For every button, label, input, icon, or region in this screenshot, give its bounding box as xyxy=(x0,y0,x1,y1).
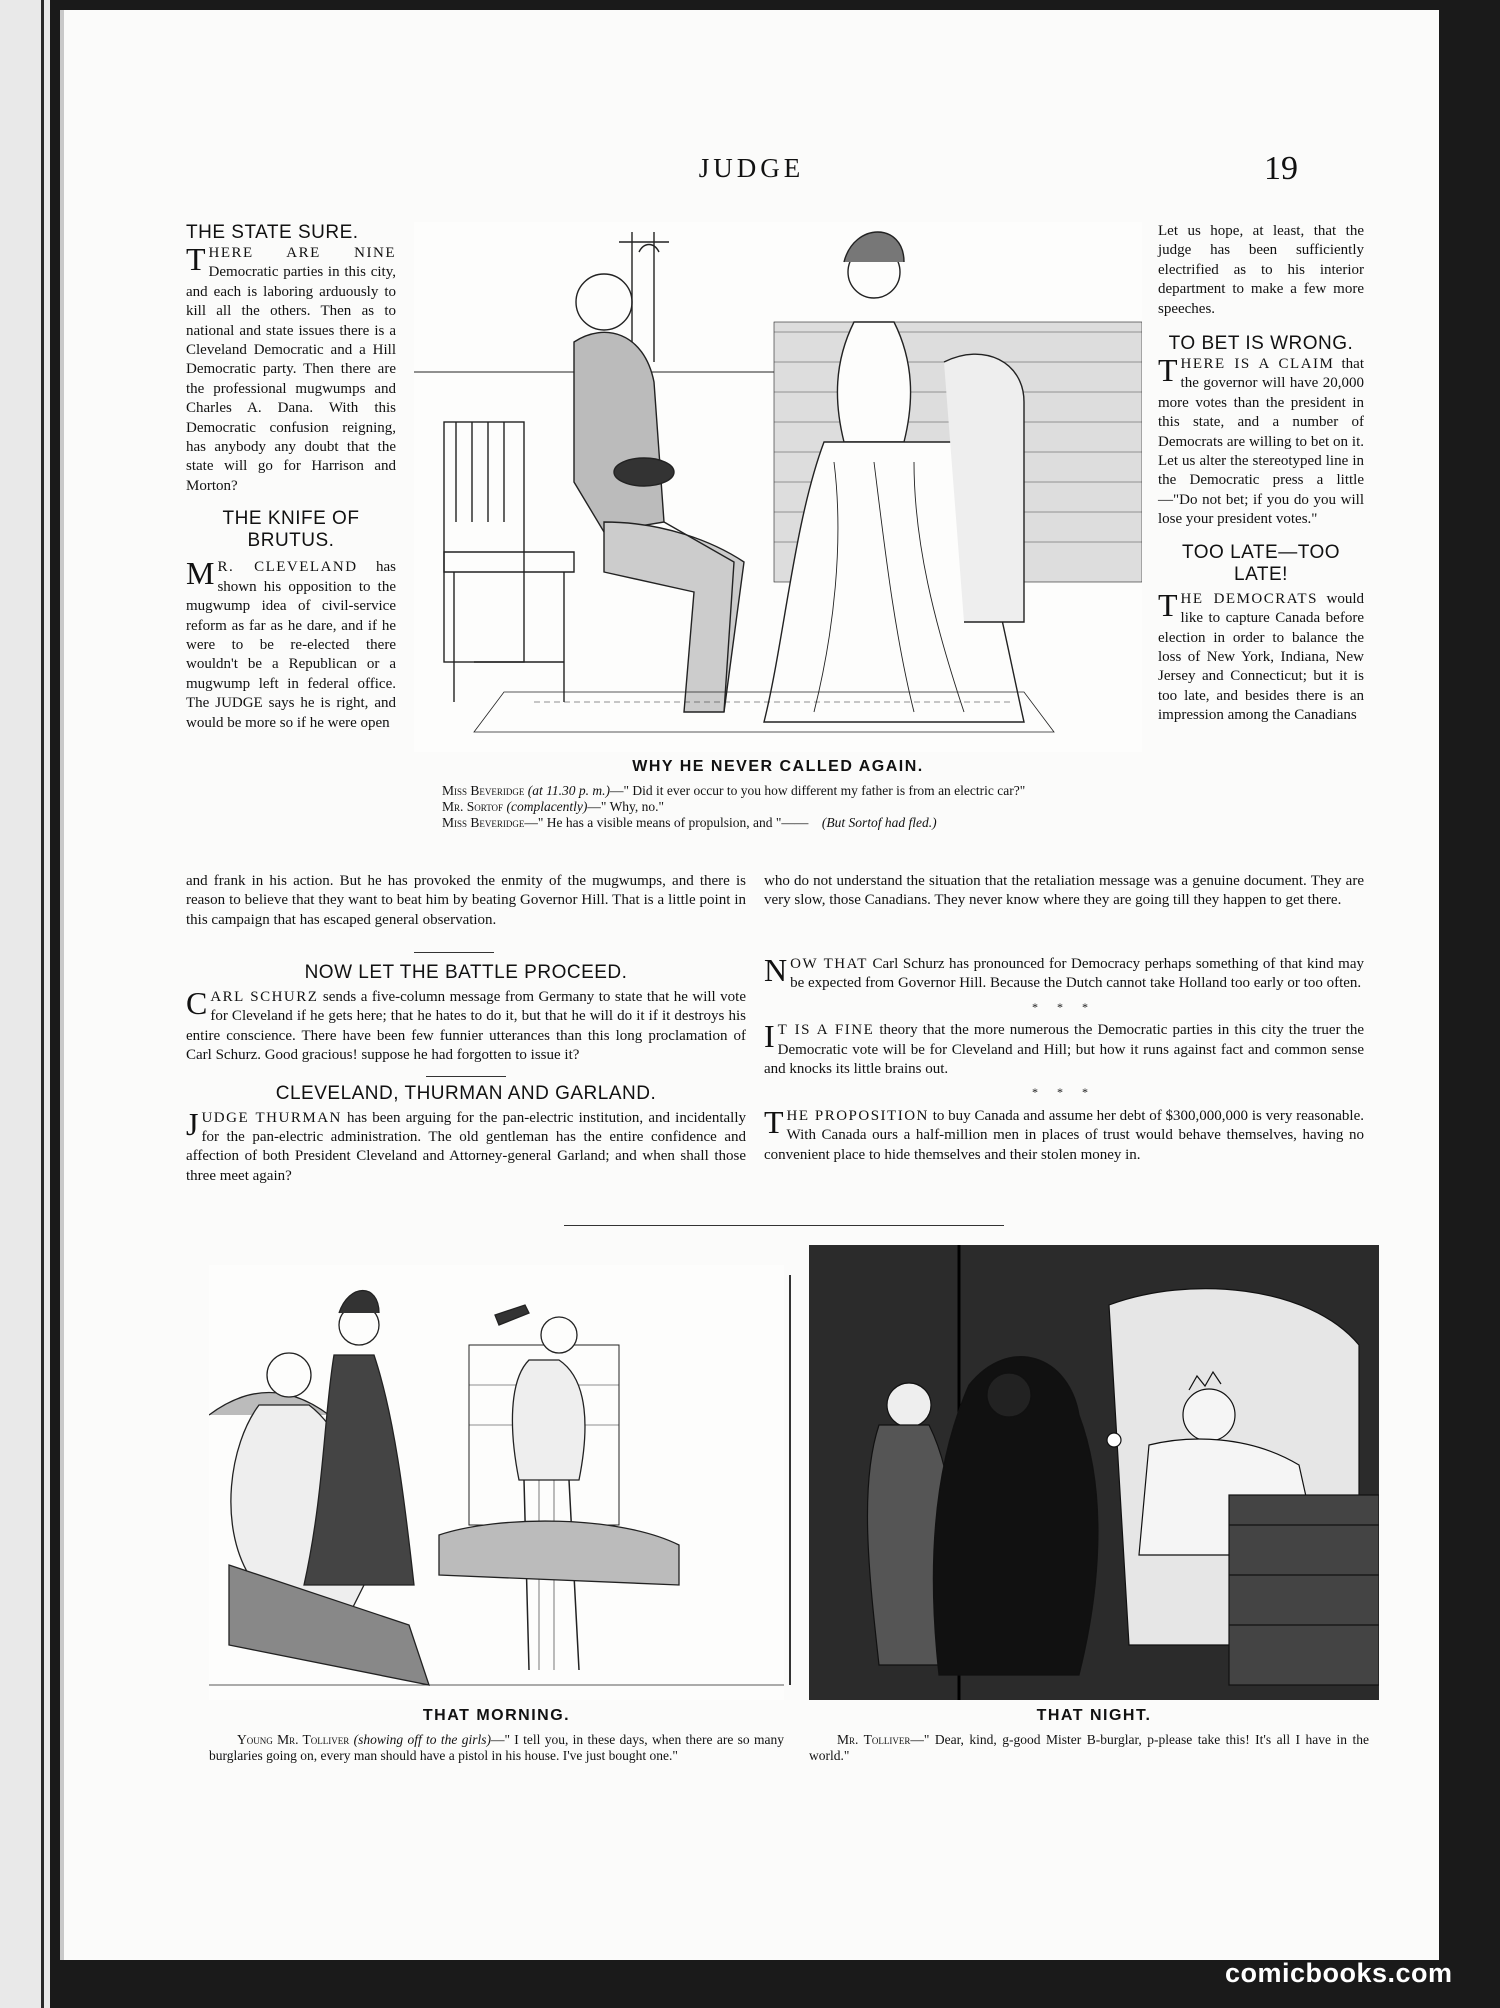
paragraph-too-late xyxy=(1158,586,1364,726)
lead-in: HE PROPOSITION xyxy=(786,1107,929,1124)
drop-cap: I xyxy=(764,1018,775,1055)
night-title: THAT NIGHT. xyxy=(1036,1707,1152,1724)
stage-note: (at 11.30 p. m.) xyxy=(527,783,611,798)
drop-cap: C xyxy=(186,985,208,1021)
paragraph-text: that the governor will have 20,000 more votes than the president in this state, and a number of Democrats are willing to bet on it. Let us alter the stereotyped line in the Democratic press a little—"Do not bet; if you do you will lose your president votes." xyxy=(1158,356,1364,528)
paragraph-text: theory that the more numerous the Democratic parties in this city the truer the Democratic vote will be for Cleveland and Hill; but how it runs against fact and common sense and knocks its little brains out. xyxy=(764,1022,1365,1078)
lower-right-articles xyxy=(764,952,1365,1165)
speaker: Mr. Tolliver xyxy=(837,1732,911,1747)
cartoon-that-night xyxy=(809,1245,1379,1700)
paragraph-buy-canada xyxy=(764,1103,1365,1165)
right-column xyxy=(1158,222,1364,726)
cartoon-that-morning xyxy=(209,1265,784,1700)
drop-cap: M xyxy=(186,555,215,592)
morning-caption xyxy=(209,1732,784,1764)
panel-divider xyxy=(789,1275,791,1685)
drop-cap: T xyxy=(186,241,206,277)
dialogue: —" Dear, kind, g-good Mister B-burglar, p-please take this! It's all I have in the world." xyxy=(809,1732,1369,1763)
paragraph-fine-theory xyxy=(764,1018,1365,1079)
paragraph-thurman xyxy=(186,1105,746,1187)
page-number: 19 xyxy=(1264,150,1298,187)
morning-title: THAT MORNING. xyxy=(422,1707,571,1724)
paragraph-text: Carl Schurz has pronounced for Democracy perhaps something of that kind may be expected from Governor Hill. Because the Dutch cannot take Holland too early or too often. xyxy=(790,956,1364,992)
paragraph-text: would like to capture Canada before election in order to balance the loss of New York, Indiana, New Jersey and Connecticut; but it is too late, and besides there is an impression among the Canadians xyxy=(1158,590,1364,724)
section-divider xyxy=(564,1225,1004,1226)
paragraph-knife-brutus xyxy=(186,555,396,733)
speaker: Mr. Sortof xyxy=(442,799,504,814)
dialogue: —" Did it ever occur to you how different my father is from an electric car?" xyxy=(610,783,1026,798)
lead-in: ARL SCHURZ xyxy=(210,989,319,1005)
heading-bet-wrong: TO BET IS WRONG. xyxy=(1168,333,1354,355)
dialogue: —" I tell you, in these days, when there are so many burglaries going on, every man should have a pistol in his house. I've just bought one." xyxy=(209,1732,785,1763)
paragraph-text: Democratic parties in this city, and each is laboring arduously to kill all the others. Then as to national and state issues there is a Cleveland Democratic and a Hill Democratic party. Then there are the professional mugwumps and Charles A. Dana. With this Democratic confusion reigning, has anybody any doubt that the state will go for Harrison and Morton? xyxy=(186,264,396,494)
drop-cap: J xyxy=(186,1105,199,1142)
caption-line xyxy=(209,1732,784,1764)
drop-cap: N xyxy=(764,952,788,988)
stage-note: (But Sortof had fled.) xyxy=(821,815,937,830)
lead-in: OW THAT xyxy=(790,956,868,972)
paragraph-judge-electrified: Let us hope, at least, that the judge has been sufficiently electrified as to his interior department to make a few more speeches. xyxy=(1158,223,1364,317)
drop-cap: T xyxy=(1158,586,1178,623)
divider xyxy=(426,1076,506,1077)
paragraph-text: to buy Canada and assume her debt of $300,000,000 is very reasonable. With Canada ours a half-million men in places of trust would behave themselves, having no convenient place to hide themselves and their stolen money in. xyxy=(764,1107,1365,1163)
outer-margin xyxy=(0,0,50,2008)
heading-thurman: CLEVELAND, THURMAN AND GARLAND. xyxy=(275,1082,657,1104)
paragraph-schurz-democracy xyxy=(764,952,1364,994)
watermark: comicbooks.com xyxy=(1225,1958,1453,1988)
lead-in: UDGE THURMAN xyxy=(201,1109,342,1126)
heading-knife-brutus: THE KNIFE OF BRUTUS. xyxy=(222,508,360,552)
paragraph-bet-wrong xyxy=(1158,352,1364,530)
stage-note: (complacently) xyxy=(506,799,588,814)
caption-line xyxy=(414,783,1142,799)
parlor-scene-illustration xyxy=(414,222,1142,752)
lead-in: R. CLEVELAND xyxy=(217,559,358,576)
caption-line xyxy=(414,799,1142,815)
lower-left-articles xyxy=(186,962,746,1186)
top-cartoon-caption xyxy=(414,783,1142,831)
lead-in: HE DEMOCRATS xyxy=(1180,590,1318,607)
caption-line xyxy=(414,815,1142,831)
speaker: Miss Beveridge xyxy=(442,815,525,830)
paragraph-state-sure xyxy=(186,241,396,496)
cartoon-why-he-never-called xyxy=(414,222,1142,752)
section-stars: * * * xyxy=(1032,1085,1096,1100)
paragraph-text: has shown his opposition to the mugwump idea of civil-service reform as far as he dare, and if he were to be re-elected there wouldn't be a Republican or a mugwump left in federal office. The JUDGE says he is right, and would be more so if he were open xyxy=(186,559,396,731)
continuation-right: who do not understand the situation that the retaliation message was a genuine document. They are very slow, those Canadians. They never know where they are going till they happen to get there. xyxy=(764,873,1364,909)
heading-state-sure: THE STATE SURE. xyxy=(186,222,359,243)
speaker: Miss Beveridge xyxy=(442,783,525,798)
drop-cap: T xyxy=(764,1103,784,1140)
section-stars: * * * xyxy=(1032,999,1096,1014)
divider xyxy=(414,952,494,953)
dialogue: —" He has a visible means of propulsion, and "—— xyxy=(524,815,809,830)
heading-too-late: TOO LATE—TOO LATE! xyxy=(1181,541,1341,585)
lead-in: T IS A FINE xyxy=(777,1022,875,1039)
lead-in: HERE ARE NINE xyxy=(208,245,396,261)
paragraph-text: sends a five-column message from Germany to state that he will vote for Cleveland if he gets here; that he hates to do it, but that he will do it if it destroys his entire conscience. There have been few funnier utterances than this long proclamation of Carl Schurz. Good gracious! suppose he had forgotten to issue it? xyxy=(186,989,747,1064)
night-scene-illustration xyxy=(809,1245,1379,1700)
continuation-left: and frank in his action. But he has provoked the enmity of the mugwumps, and there is reason to believe that they want to beat him by beating Governor Hill. That is a little point in this campaign that has escaped general observation. xyxy=(186,873,746,928)
left-column xyxy=(186,222,396,733)
top-cartoon-title: WHY HE NEVER CALLED AGAIN. xyxy=(632,758,924,775)
speaker: Young Mr. Tolliver xyxy=(237,1732,350,1747)
dialogue: —" Why, no." xyxy=(587,799,665,814)
paragraph-text: has been arguing for the pan-electric institution, and incidentally for the pan-electric administration. The old gentleman has the entire confidence and affection of both President Cleveland and Attorney-general Garland; and when shall those three meet again? xyxy=(186,1109,746,1184)
stage-note: (showing off to the girls) xyxy=(353,1732,491,1747)
night-caption xyxy=(809,1732,1369,1764)
lead-in: HERE IS A CLAIM xyxy=(1180,356,1335,373)
heading-battle: NOW LET THE BATTLE PROCEED. xyxy=(304,962,628,983)
caption-line xyxy=(809,1732,1369,1764)
binding-edge xyxy=(41,0,44,2008)
paragraph-battle xyxy=(186,985,747,1066)
morning-scene-illustration xyxy=(209,1265,784,1700)
masthead: JUDGE xyxy=(698,153,805,183)
drop-cap: T xyxy=(1158,352,1178,389)
magazine-page xyxy=(60,10,1439,1960)
